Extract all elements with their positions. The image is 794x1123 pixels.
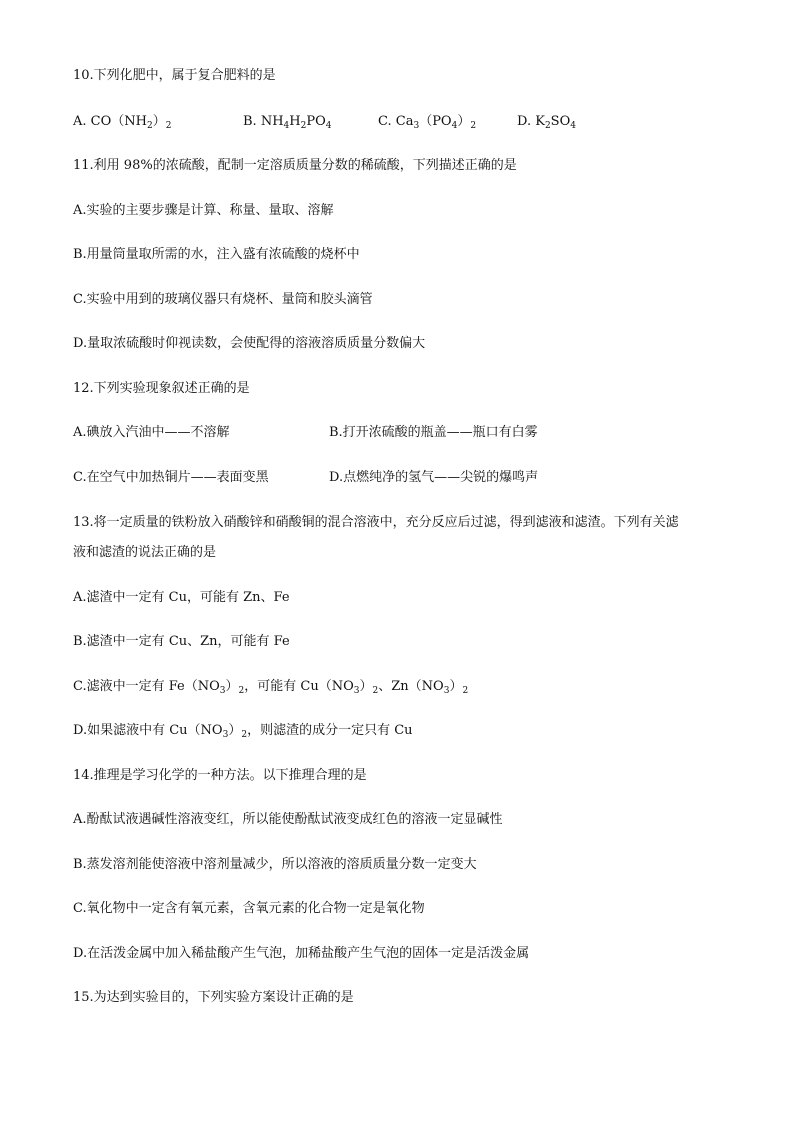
q13-stem-line2: 液和滤渣的说法正确的是: [73, 545, 217, 560]
q14-option-b: B.蒸发溶剂能使溶液中溶剂量减少，所以溶液的溶质质量分数一定变大: [73, 857, 477, 872]
q10-option-a: A. $CO(NH_2)_2$: [73, 114, 172, 131]
q10-option-d: D. $K_2SO_4$: [517, 114, 576, 131]
q10-option-c: C. $Ca_3(PO_4)_2$: [378, 114, 477, 131]
q14-option-d: D.在活泼金属中加入稀盐酸产生气泡，加稀盐酸产生气泡的固体一定是活泼金属: [73, 946, 530, 961]
q13-option-c: C.滤液中一定有 $Fe(NO_3)_2$，可能有 $Cu(NO_3)_2$、$Zn(NO_3)_2$: [73, 679, 469, 696]
q10-option-b: B. $NH_4H_2PO_4$: [243, 114, 332, 131]
q12-option-b: B.打开浓硫酸的瓶盖——瓶口有白雾: [329, 425, 538, 440]
q10-stem: 10.下列化肥中，属于复合肥料的是: [73, 68, 276, 83]
q13-option-a: A.滤渣中一定有 Cu，可能有 Zn、Fe: [73, 590, 290, 605]
q13-option-d: D.如果滤液中有 $Cu(NO_3)_2$，则滤渣的成分一定只有 Cu: [73, 723, 413, 740]
q12-option-c: C.在空气中加热铜片——表面变黑: [73, 470, 269, 485]
q12-option-d: D.点燃纯净的氢气——尖锐的爆鸣声: [329, 470, 539, 485]
q12-stem: 12.下列实验现象叙述正确的是: [73, 381, 250, 396]
q14-option-c: C.氧化物中一定含有氧元素，含氧元素的化合物一定是氧化物: [73, 901, 425, 916]
q11-option-b: B.用量筒量取所需的水，注入盛有浓硫酸的烧杯中: [73, 247, 360, 262]
q11-option-a: A.实验的主要步骤是计算、称量、量取、溶解: [73, 203, 334, 218]
q14-option-a: A.酚酞试液遇碱性溶液变红，所以能使酚酞试液变成红色的溶液一定显碱性: [73, 812, 503, 827]
q14-stem: 14.推理是学习化学的一种方法。以下推理合理的是: [73, 768, 367, 783]
q11-option-d: D.量取浓硫酸时仰视读数，会使配得的溶液溶质质量分数偏大: [73, 336, 426, 351]
q15-stem: 15.为达到实验目的，下列实验方案设计正确的是: [73, 990, 354, 1005]
q11-option-c: C.实验中用到的玻璃仪器只有烧杯、量筒和胶头滴管: [73, 292, 373, 307]
q11-stem: 11.利用 98%的浓硫酸，配制一定溶质质量分数的稀硫酸，下列描述正确的是: [73, 158, 517, 173]
q13-stem-line1: 13.将一定质量的铁粉放入硝酸锌和硝酸铜的混合溶液中，充分反应后过滤，得到滤液和滤渣。下列有关滤: [73, 515, 679, 530]
q13-option-b: B.滤渣中一定有 Cu、Zn，可能有 Fe: [73, 634, 290, 649]
q12-option-a: A.碘放入汽油中——不溶解: [73, 425, 230, 440]
